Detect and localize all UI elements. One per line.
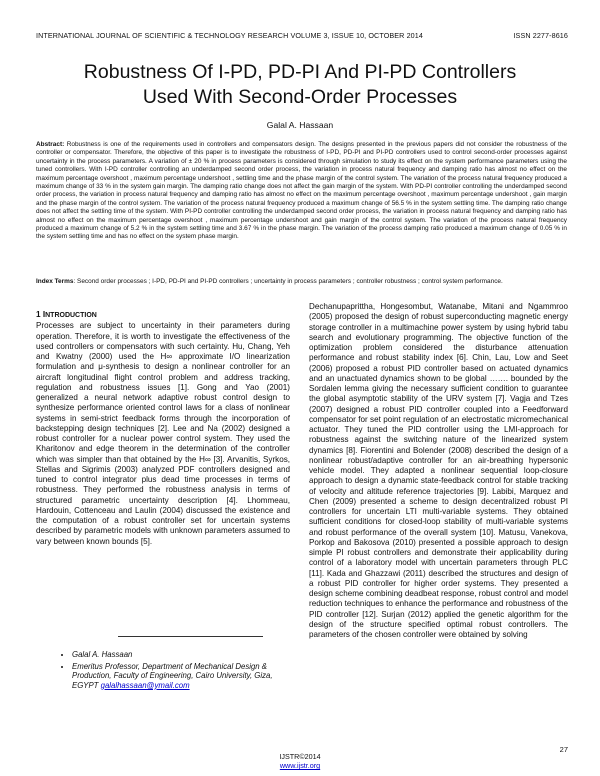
right-column: [309, 302, 568, 640]
page-number: 27: [559, 745, 568, 754]
author-email-link[interactable]: galalhassaan@ymail.com: [100, 680, 190, 690]
footer-website-link[interactable]: www.ijstr.org: [279, 761, 321, 770]
section-number: 1 I: [36, 310, 46, 319]
index-terms-label: Index Terms: [36, 278, 74, 285]
introduction-paragraph-right: Dechanupaprittha, Hongesombut, Watanabe, Mitani and Ngammroo (2005) proposed the design of robust superconducting magnetic energy storage controller in a multimachine power system by using hybrid tabu search and evolutionary programming. The objective function of the optimization problem considered the disturbance attenuation performance and robust stability index [6]. Chin, Lau, Low and Seet (2006) proposed a robust PID controller based on actuated dynamics and an unactuated dynamics shown to be global ……. bounded by the Sordalen lemma giving the necessary sufficient condition to guarantee the global asymptotic stability of the URV system [7]. Vagja and Tzes (2007) designed a robust PID controller coupled into a Feedforward compensator for set point regulation of an electrostatic micromechanical actuator. They tuned the PID controller using the LMI-approach for robustness against the switching nature of the linearized system dynamics [8]. Fiorentini and Bolender (2008) described the design of a nonlinear robust/adaptive controller for an air-breathing hypersonic vehicle model. They adapted a nonlinear sequential loop-closure approach to design a dynamic state-feedback control for stable tracking of velocity and altitude reference trajectories [9]. Labibi, Marquez and Chen (2009) presented a scheme to design decentralized robust PI controllers for uncertain LTI multi-variable systems. They obtained sufficient conditions for closed-loop stability of multi-variable systems and robust performance of the overall system [10]. Matusu, Vanekova, Porkop and Bakosova (2010) presented a possible approach to design simple PI robust controllers and demonstrate their applicability during control of a laboratory model with uncertain parameters through PLC [11]. Kada and Ghazzawi (2011) described the structures and design of a robust PID controller for higher order systems. They presented a design scheme combining deadbeat response, robust control and model reduction techniques to enhance the performance and robustness of the PID controller [12]. Surjan (2012) applied the genetic algorithm for the design of the structure specified optimal robust controllers. The parameters of the chosen controller were obtained by solving: [309, 302, 568, 639]
index-terms-text: : Second order processes ; I-PD, PD-PI and PI-PD controllers ; uncertainty in process parameters ; controller robustness ; control system performance.: [73, 278, 503, 285]
footnote-author-name: Galal A. Hassaan: [72, 650, 133, 659]
footnote-author: [72, 650, 292, 660]
section-name: NTRODUCTION: [45, 312, 97, 319]
left-column: [36, 300, 290, 547]
introduction-paragraph-left: Processes are subject to uncertainty in their parameters during operation. Therefore, it is worth to investigate the effectiveness of the used controllers or compensators with such certainty. Hu, Chang, Yeh and Kwatny (2000) used the H∞ approximate I/O linearization formulation and μ-synthesis to design a nonlinear controller for an aircraft longitudinal flight control problem and address tracking, regulation and robustness issues [1]. Gong and Yao (2001) generalized a neural network adaptive robust control design to synthesize performance oriented control laws for a class of nonlinear systems in semi-strict feedback forms through the incorporation of backstepping design techniques [2]. Lee and Na (2002) designed a robust controller for a nuclear power control system. They used the Kharitonov and edge theorem in the determination of the controller which was simpler than that obtained by the H∞ [3]. Arvanitis, Syrkos, Stellas and Sigrimis (2003) analyzed PDF controllers designed and tuned to control integrator plus dead time processes in terms of robustness. They performed the robustness analysis in terms of structured parametric uncertainty description [4]. Lhommeau, Hardouin, Cottenceau and Laulin (2004) discussed the existence and the computation of a robust controller set for uncertain systems described by parametric models with unknown parameters assumed to vary between known bounds [5].: [36, 321, 290, 546]
index-terms: [36, 278, 567, 286]
footnote-affiliation: [72, 662, 292, 691]
author-footnotes: [58, 650, 292, 692]
paper-title: [20, 60, 580, 110]
journal-name: INTERNATIONAL JOURNAL OF SCIENTIFIC & TECHNOLOGY RESEARCH VOLUME 3, ISSUE 10, OCTOBER 2014: [36, 31, 423, 40]
abstract: [36, 141, 567, 242]
title-line-2: Used With Second-Order Processes: [142, 86, 458, 108]
title-line-1: Robustness Of I-PD, PD-PI And PI-PD Controllers: [83, 61, 517, 83]
footnote-affiliation-text: Emeritus Professor, Department of Mechanical Design & Production, Faculty of Engineering, Cairo University, Giza, EGYPT: [72, 661, 273, 690]
page-footer: [0, 752, 600, 770]
footnote-divider: [118, 636, 263, 637]
section-heading: [36, 310, 290, 321]
abstract-text: Robustness is one of the requirements used in controllers and compensators design. The designs presented in the previous papers did not consider the robustness of the controller or compensator. Therefore, the objective of this paper is to investigate the robustness of I-PD, PD-PI and PI-PD controllers used to control second-order processes against uncertainty in the process parameters. A variation of ± 20 % in process parameters is considered through simulation to study its effect on the system performance parameters using the tuned controllers. With I-PD controller controlling an underdamped second order process, the variation in process natural frequency and damping ratio has almost no effect on the maximum percentage overshoot , maximum percentage undershoot , settling time and the phase margin of the control system. The variation of the process natural frequency produced a maximum change of 33 % in the system gain margin. The damping ratio change does not affect the gain margin of the system. With PD-PI controller controlling the underdamped second order process, the variation in process natural frequency and damping ratio has almost no effect on the maximum percentage overshoot , maximum percentage undershoot , gain margin and the phase margin of the control system. The variation of the process natural frequency produced a maximum change of 56.5 % in the system settling time. The damping ratio change does not affect the settling time of the system. With PI-PD controller controlling the underdamped second order process, the variation in process natural frequency and damping ratio has almost no effect on the maximum percentage overshoot , maximum percentage undershoot and gain margin of the control system. The variation of the process natural frequency produced a maximum change of 5.2 % in the system settling time and 3.67 % in the phase margin. The variation of the process damping ratio produced a maximum change of 0.05 % in the system settling time and has no effect on the system phase margin.: [36, 141, 567, 241]
author-name: Galal A. Hassaan: [266, 120, 334, 130]
issn: ISSN 2277-8616: [513, 31, 568, 40]
footer-copyright: IJSTR©2014: [279, 752, 321, 761]
abstract-label: Abstract:: [36, 141, 65, 148]
journal-header: [36, 31, 568, 40]
